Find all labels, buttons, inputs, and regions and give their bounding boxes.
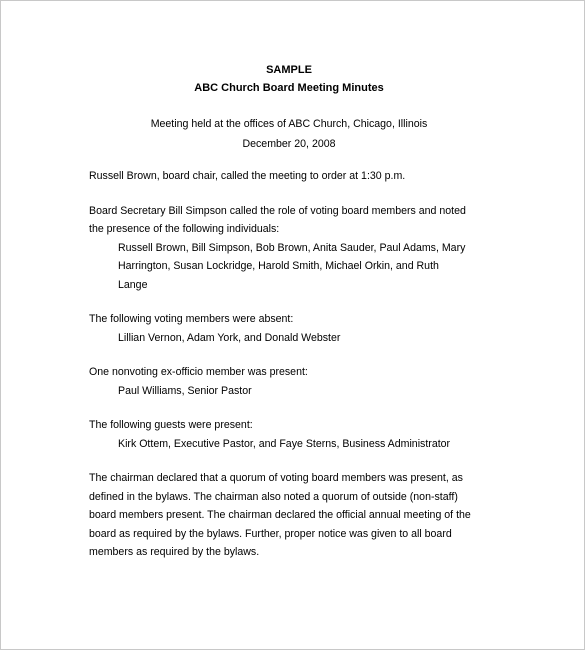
document-body	[89, 61, 489, 578]
quorum-line: The chairman declared that a quorum of voting board members was present, as	[89, 472, 463, 484]
call-to-order-paragraph	[89, 167, 489, 186]
ex-officio-paragraph	[89, 363, 489, 400]
quorum-line: defined in the bylaws. The chairman also noted a quorum of outside (non-staff)	[89, 490, 458, 503]
guests-paragraph	[89, 416, 489, 453]
roll-call-paragraph	[89, 202, 489, 295]
document-subtitle: ABC Church Board Meeting Minutes	[194, 82, 384, 94]
roll-call-names-line: Russell Brown, Bill Simpson, Bob Brown, Anita Sauder, Paul Adams, Mary	[118, 241, 466, 254]
roll-call-names-line: Harrington, Susan Lockridge, Harold Smith, Michael Orkin, and Ruth	[118, 260, 439, 272]
quorum-paragraph	[89, 469, 484, 562]
ex-officio-names: Paul Williams, Senior Pastor	[118, 384, 252, 397]
roll-call-intro-line: the presence of the following individuals:	[89, 223, 280, 235]
quorum-line: board members present. The chairman declared the official annual meeting of the	[89, 509, 471, 521]
roll-call-intro-line: Board Secretary Bill Simpson called the role of voting board members and noted	[89, 204, 466, 217]
meeting-date: December 20, 2008	[242, 138, 336, 150]
absent-intro: The following voting members were absent:	[89, 313, 294, 325]
ex-officio-intro: One nonvoting ex-officio member was present:	[89, 366, 308, 378]
absent-paragraph	[89, 310, 489, 347]
document-header	[89, 61, 489, 154]
document-title: SAMPLE	[266, 64, 312, 76]
quorum-line: members as required by the bylaws.	[89, 546, 260, 558]
quorum-line: board as required by the bylaws. Further, proper notice was given to all board	[89, 527, 452, 540]
meeting-location: Meeting held at the offices of ABC Church, Chicago, Illinois	[150, 118, 428, 130]
absent-names: Lillian Vernon, Adam York, and Donald Webster	[118, 331, 341, 344]
roll-call-names-line: Lange	[118, 278, 148, 291]
call-to-order-text: Russell Brown, board chair, called the meeting to order at 1:30 p.m.	[89, 170, 406, 182]
guests-names: Kirk Ottem, Executive Pastor, and Faye Sterns, Business Administrator	[118, 437, 451, 450]
guests-intro: The following guests were present:	[89, 419, 253, 431]
